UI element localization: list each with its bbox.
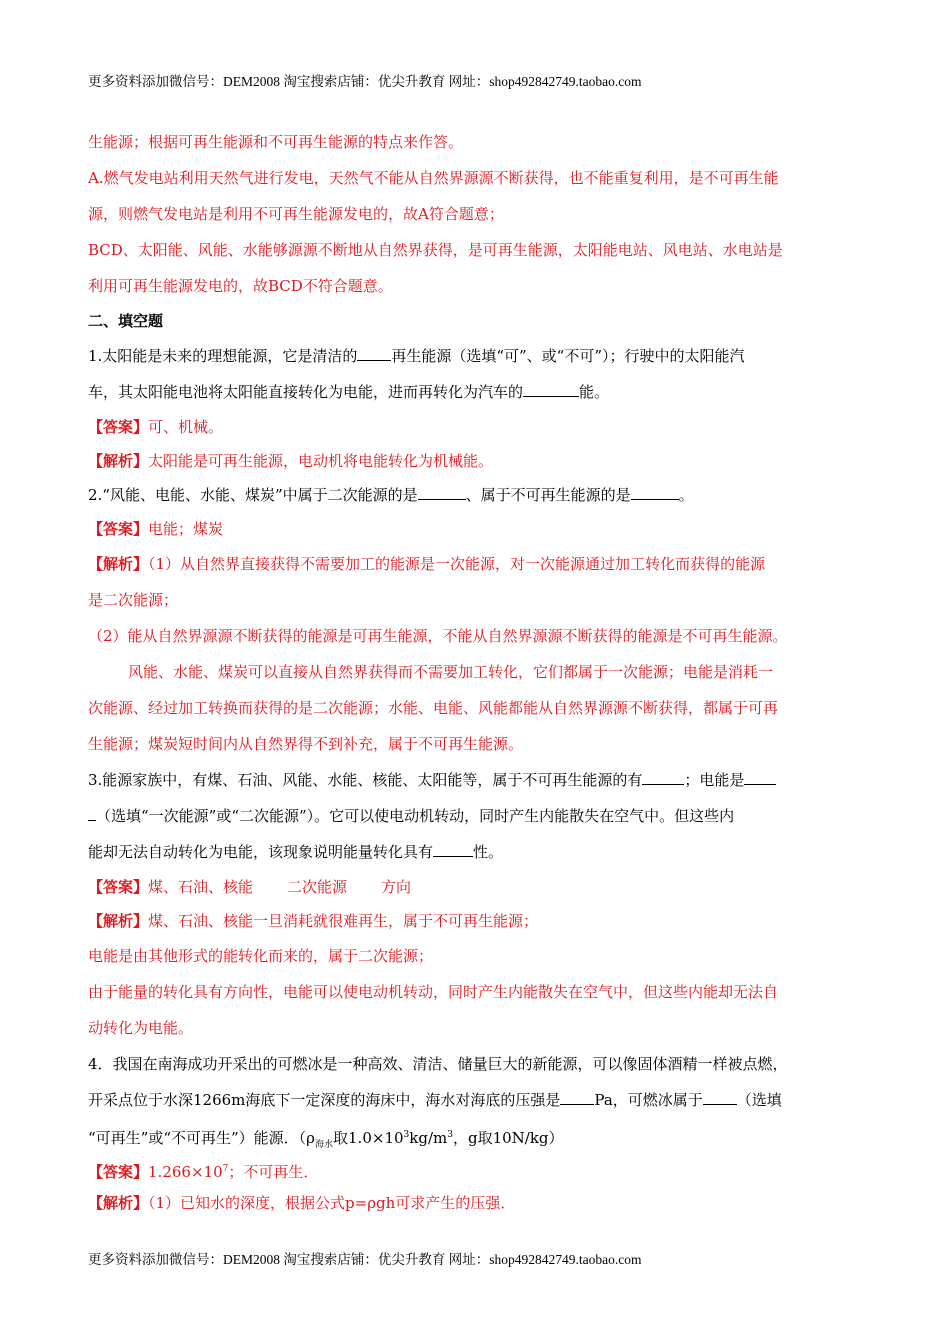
q1-text-c: 车，其太阳能电池将太阳能直接转化为电能，进而再转化为汽车的 (88, 383, 524, 401)
page-header: 更多资料添加微信号：DEM2008 淘宝搜索店铺：优尖升教育 网址：shop492842749.taobao.com (88, 74, 642, 89)
q1-text-b: 再生能源（选填“可”、或“不可”）；行驶中的太阳能汽 (391, 347, 745, 365)
q2-analysis-line-5: 次能源、经过加工转换而获得的是二次能源；水能、电能、风能都能从自然界源源不断获得，都属于可再 (88, 699, 779, 717)
document-body (88, 124, 866, 1220)
q1-line-2 (88, 374, 866, 410)
answer-tag: 【答案】 (88, 878, 149, 896)
q3-text-b: ；电能是 (684, 771, 745, 789)
q3-analysis-line-3: 由于能量的转化具有方向性，电能可以使电动机转动，同时产生内能散失在空气中，但这些内能却无法自 (88, 983, 779, 1001)
q3-analysis-line-1 (88, 904, 866, 938)
q4-text-f: kg/m (409, 1129, 448, 1147)
section-title: 二、填空题 (88, 312, 164, 330)
q1-analysis (88, 444, 866, 478)
answer-tag: 【答案】 (88, 1163, 149, 1181)
q3-blank-2a (744, 766, 776, 785)
q3-text-d: 能却无法自动转化为电能，该现象说明能量转化具有 (88, 843, 434, 861)
q4-text-g: ，g取10N/kg） (452, 1129, 564, 1147)
q4-analysis (88, 1186, 866, 1220)
answer-tag: 【答案】 (88, 418, 149, 436)
analysis-tag: 【解析】 (88, 1194, 149, 1212)
q3-analysis-line-2: 电能是由其他形式的能转化而来的，属于二次能源； (88, 947, 434, 965)
q4-text-d: “可再生”或“不可再生”）能源．（ρ (88, 1129, 315, 1147)
q1-text-d: 能。 (579, 383, 610, 401)
q2-text-a: 2.“风能、电能、水能、煤炭”中属于二次能源的是 (88, 486, 418, 504)
q3-answer-1: 煤、石油、核能 (148, 878, 254, 896)
q3-line-2 (88, 798, 866, 834)
q1-answer (88, 410, 866, 444)
intro-line-3: 源，则燃气发电站是利用不可再生能源发电的，故A符合题意； (88, 205, 504, 223)
intro-line-2: A.燃气发电站利用天然气进行发电，天然气不能从自然界源源不断获得，也不能重复利用，是不可再生能 (88, 169, 779, 187)
q4-text-b: Pa，可燃冰属于 (594, 1091, 703, 1109)
q4-answer-b: ；不可再生． (228, 1163, 319, 1181)
answer-tag: 【答案】 (88, 520, 149, 538)
q3-line-3 (88, 834, 866, 870)
q4-answer (88, 1152, 866, 1186)
q1-line-1 (88, 338, 866, 374)
q3-analysis-text-1: 煤、石油、核能一旦消耗就很难再生，属于不可再生能源； (148, 912, 539, 930)
q4-answer-a: 1.266×10 (148, 1163, 223, 1181)
q2-analysis-line-6: 生能源；煤炭短时间内从自然界得不到补充，属于不可再生能源。 (88, 735, 524, 753)
q2-text-b: 、属于不可再生能源的是 (465, 486, 631, 504)
q1-analysis-text: 太阳能是可再生能源，电动机将电能转化为机械能。 (148, 452, 494, 470)
q4-blank-1 (560, 1086, 594, 1105)
q3-blank-3 (433, 838, 473, 857)
q4-analysis-text: （1）已知水的深度，根据公式p=ρgh可求产生的压强． (148, 1194, 516, 1212)
q4-sup-1: 3 (403, 1130, 410, 1140)
q3-blank-1 (642, 766, 684, 785)
q4-line-3 (88, 1118, 866, 1152)
q4-line-1: 4．我国在南海成功开采出的可燃冰是一种高效、清洁、储量巨大的新能源，可以像固体酒精一样被点燃， (88, 1055, 788, 1073)
q4-sup-2: 3 (447, 1130, 453, 1140)
q4-line-2 (88, 1082, 866, 1118)
q2-analysis-line-1 (88, 546, 866, 582)
q3-text-e: 性。 (473, 843, 504, 861)
q1-blank-1 (357, 342, 391, 361)
analysis-tag: 【解析】 (88, 912, 149, 930)
q3-analysis-line-4: 动转化为电能。 (88, 1019, 194, 1037)
q2-answer (88, 512, 866, 546)
q4-text-c: （选填 (736, 1091, 782, 1109)
q2-blank-1 (418, 481, 466, 500)
q2-analysis-line-4: 风能、水能、煤炭可以直接从自然界获得而不需要加工转化，它们都属于一次能源；电能是消耗一 (128, 663, 774, 681)
q4-text-e: 取1.0×10 (333, 1129, 404, 1147)
q1-answer-text: 可、机械。 (148, 418, 224, 436)
q1-text-a: 1.太阳能是未来的理想能源，它是清洁的 (88, 347, 358, 365)
q4-answer-sup: 7 (222, 1164, 229, 1174)
q3-answer-2: 二次能源 (287, 878, 348, 896)
q1-blank-2 (523, 378, 579, 397)
q4-text-a: 开采点位于水深1266m海底下一定深度的海床中，海水对海底的压强是 (88, 1091, 561, 1109)
analysis-tag: 【解析】 (88, 452, 149, 470)
q2-analysis-line-3: （2）能从自然界源源不断获得的能源是可再生能源，不能从自然界源源不断获得的能源是不可再生能源。 (88, 627, 788, 645)
intro-line-1: 生能源；根据可再生能源和不可再生能源的特点来作答。 (88, 133, 464, 151)
q3-text-a: 3.能源家族中，有煤、石油、风能、水能、核能、太阳能等，属于不可再生能源的有 (88, 771, 643, 789)
q2-answer-text: 电能；煤炭 (148, 520, 224, 538)
q2-line-1 (88, 478, 866, 512)
q3-blank-2b (88, 802, 96, 821)
q3-line-1 (88, 762, 866, 798)
analysis-tag: 【解析】 (88, 555, 149, 573)
q2-text-c: 。 (678, 486, 694, 504)
intro-line-5: 利用可再生能源发电的，故BCD不符合题意。 (88, 277, 393, 295)
q2-analysis-text-1: （1）从自然界直接获得不需要加工的能源是一次能源，对一次能源通过加工转化而获得的能源 (148, 555, 766, 573)
q3-text-c: （选填“一次能源”或“二次能源”）。它可以使电动机转动，同时产生内能散失在空气中。但这些内 (96, 807, 735, 825)
page-footer: 更多资料添加微信号：DEM2008 淘宝搜索店铺：优尖升教育 网址：shop492842749.taobao.com (88, 1252, 642, 1267)
q3-answer-3: 方向 (381, 878, 412, 896)
q3-answer (88, 870, 866, 904)
intro-line-4: BCD、太阳能、风能、水能够源源不断地从自然界获得，是可再生能源，太阳能电站、风电站、水电站是 (88, 241, 783, 259)
q4-blank-2 (703, 1086, 737, 1105)
q4-sub-seawater: 海水 (315, 1140, 334, 1150)
q2-analysis-line-2: 是二次能源； (88, 591, 179, 609)
q2-blank-2 (631, 481, 679, 500)
